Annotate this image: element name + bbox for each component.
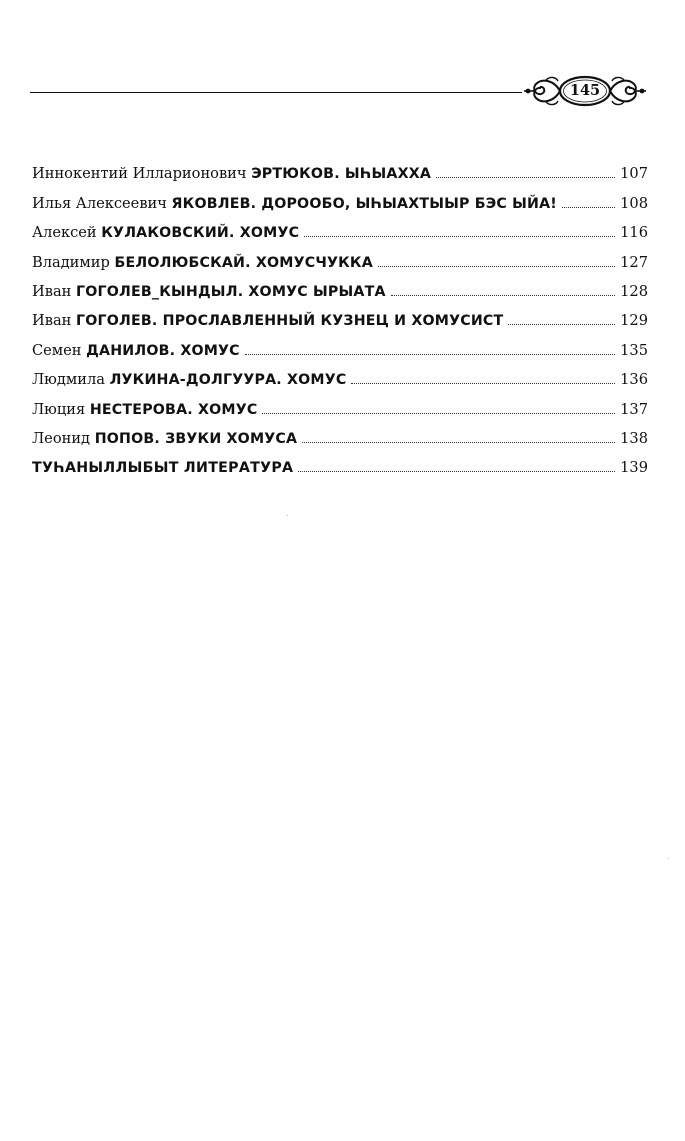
toc-entry — [32, 153, 648, 182]
toc-entry-text — [32, 401, 257, 418]
toc-entry-title: ЯКОВЛЕВ. ДОРООБО, ЫҺЫАХТЫЫР БЭС ЫЙА! — [171, 195, 557, 212]
toc-entry-text — [32, 165, 431, 182]
toc-entry-text — [32, 283, 386, 300]
toc-author-first-name: Алексей — [32, 224, 102, 242]
toc-page-number: 116 — [620, 224, 648, 242]
toc-page-number: 127 — [620, 253, 648, 271]
toc-entry-title: НЕСТЕРОВА. ХОМУС — [89, 401, 258, 418]
toc-entry-title: ПОПОВ. ЗВУКИ ХОМУСА — [94, 430, 298, 447]
dot-leader — [436, 177, 615, 178]
toc-page-number: 139 — [620, 459, 648, 477]
toc-entry-title: КУЛАКОВСКИЙ. ХОМУС — [101, 225, 300, 242]
toc-entry-text — [32, 459, 293, 476]
table-of-contents — [32, 153, 648, 476]
page-number: 145 — [569, 82, 601, 99]
toc-author-first-name: Иван — [32, 282, 77, 300]
toc-author-first-name: Люция — [32, 400, 90, 418]
toc-entry-text — [32, 312, 503, 329]
toc-author-first-name: Илья Алексеевич — [32, 194, 172, 212]
toc-entry-title: ДАНИЛОВ. ХОМУС — [86, 342, 240, 359]
dot-leader — [378, 266, 615, 267]
toc-page-number: 135 — [620, 341, 648, 359]
toc-entry — [32, 388, 648, 417]
toc-author-first-name: Семен — [32, 341, 87, 359]
toc-entry — [32, 212, 648, 241]
toc-entry — [32, 241, 648, 270]
toc-entry-text — [32, 430, 297, 447]
toc-entry-title: ЛУКИНА-ДОЛГУУРА. ХОМУС — [109, 372, 347, 389]
dot-leader — [262, 413, 615, 414]
toc-entry-text — [32, 371, 346, 388]
toc-page-number: 128 — [620, 282, 648, 300]
toc-author-first-name: Людмила — [32, 371, 110, 389]
toc-entry — [32, 418, 648, 447]
toc-entry-text — [32, 254, 373, 271]
header-rule — [30, 92, 522, 93]
toc-entry — [32, 300, 648, 329]
toc-page-number: 138 — [620, 429, 648, 447]
toc-author-first-name: Иван — [32, 312, 77, 330]
dot-leader — [351, 383, 615, 384]
dot-leader — [391, 295, 615, 296]
toc-entry — [32, 182, 648, 211]
dot-leader — [562, 207, 615, 208]
toc-entry — [32, 271, 648, 300]
toc-entry — [32, 329, 648, 358]
toc-entry-text — [32, 195, 557, 212]
toc-entry — [32, 447, 648, 476]
toc-entry-title: ГОГОЛЕВ_КЫНДЫЛ. ХОМУС ЫРЫАТА — [76, 283, 386, 300]
toc-author-first-name: Иннокентий Илларионович — [32, 165, 252, 183]
toc-entry-title: ГОГОЛЕВ. ПРОСЛАВЛЕННЫЙ КУЗНЕЦ И ХОМУСИСТ — [76, 313, 504, 330]
toc-entry-text — [32, 342, 240, 359]
toc-author-first-name: Владимир — [32, 253, 115, 271]
toc-page-number: 137 — [620, 400, 648, 418]
dot-leader — [302, 442, 615, 443]
toc-entry — [32, 359, 648, 388]
toc-entry-title: ЭРТЮКОВ. ЫҺЫАХХА — [251, 166, 432, 183]
toc-page-number: 136 — [620, 371, 648, 389]
paper-speck — [668, 858, 669, 859]
toc-page-number: 107 — [620, 165, 648, 183]
dot-leader — [304, 236, 615, 237]
toc-page-number: 108 — [620, 194, 648, 212]
toc-entry-title: ТУҺАНЫЛЛЫБЫТ ЛИТЕРАТУРА — [32, 460, 294, 477]
dot-leader — [508, 324, 615, 325]
toc-page-number: 129 — [620, 312, 648, 330]
dot-leader — [245, 354, 615, 355]
paper-speck — [287, 515, 288, 516]
toc-entry-title: БЕЛОЛЮБСКАЙ. ХОМУСЧУККА — [114, 254, 373, 271]
toc-entry-text — [32, 224, 299, 241]
toc-author-first-name: Леонид — [32, 429, 95, 447]
dot-leader — [298, 471, 615, 472]
